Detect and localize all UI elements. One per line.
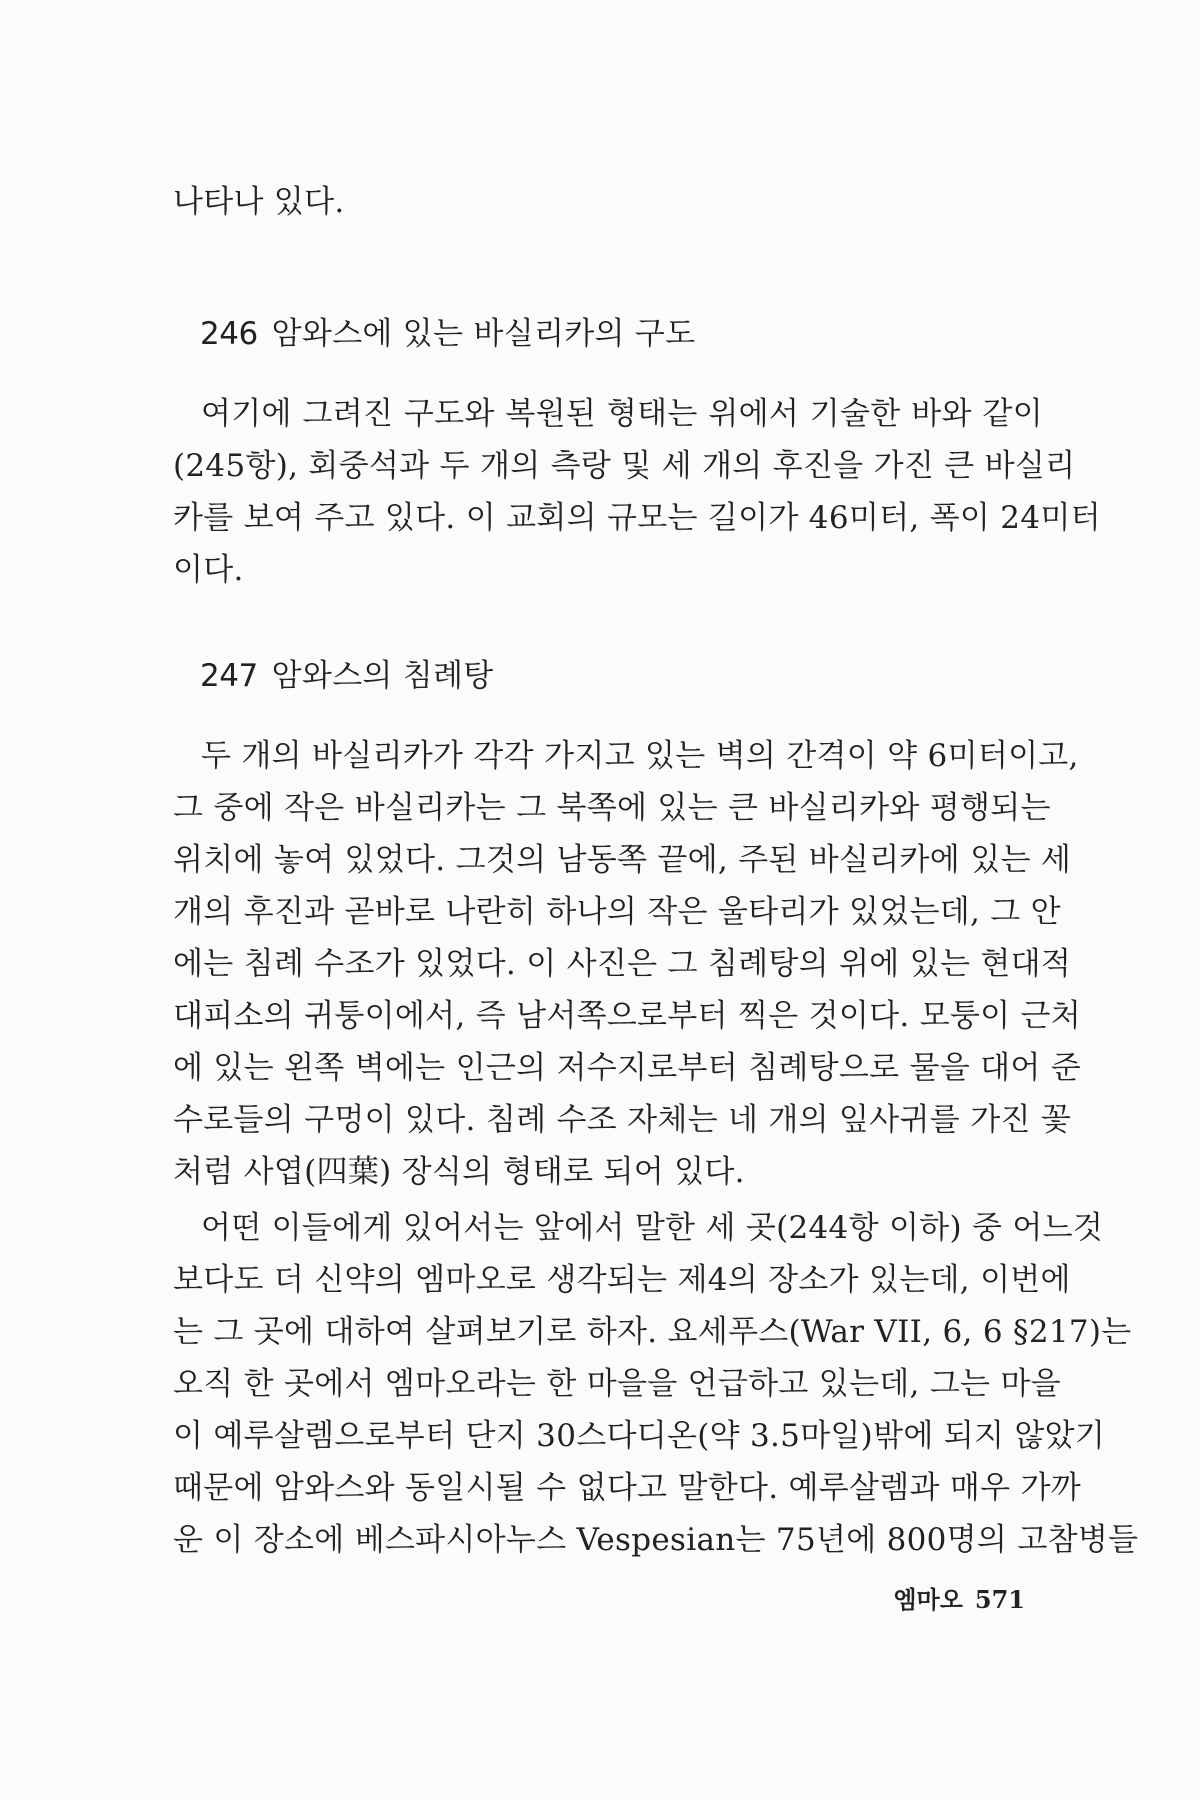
running-footer-title: 엠마오	[893, 1585, 963, 1614]
text-line: 때문에 암와스와 동일시될 수 없다고 말한다. 예루살렘과 매우 가까	[173, 1470, 1082, 1506]
text-line: 나타나 있다.	[173, 184, 345, 220]
section-number: 247	[200, 658, 258, 694]
text-line: 위치에 놓여 있었다. 그것의 남동쪽 끝에, 주된 바실리카에 있는 세	[173, 842, 1072, 878]
continuation-paragraph	[173, 1202, 1139, 1566]
text-line: 보다도 더 신약의 엠마오로 생각되는 제4의 장소가 있는데, 이번에	[173, 1262, 1071, 1298]
text-line: 대피소의 귀퉁이에서, 즉 남서쪽으로부터 찍은 것이다. 모퉁이 근처	[173, 998, 1082, 1034]
text-line: (245항), 회중석과 두 개의 측랑 및 세 개의 후진을 가진 큰 바실리	[173, 448, 1076, 484]
page-number: 571	[974, 1585, 1025, 1614]
text-line: 어떤 이들에게 있어서는 앞에서 말한 세 곳(244항 이하) 중 어느것	[201, 1210, 1104, 1246]
page-footer	[893, 1580, 1025, 1615]
text-line: 그 중에 작은 바실리카는 그 북쪽에 있는 큰 바실리카와 평행되는	[173, 790, 1051, 826]
paragraph-247	[173, 730, 1082, 1198]
text-line: 수로들의 구멍이 있다. 침례 수조 자체는 네 개의 잎사귀를 가진 꽃	[173, 1102, 1072, 1138]
lead-paragraph	[173, 176, 1043, 228]
section-title: 암와스의 침례탕	[271, 658, 494, 694]
text-line: 개의 후진과 곧바로 나란히 하나의 작은 울타리가 있었는데, 그 안	[173, 894, 1061, 930]
text-line: 카를 보여 주고 있다. 이 교회의 규모는 길이가 46미터, 폭이 24미터	[173, 500, 1101, 536]
text-line: 여기에 그려진 구도와 복원된 형태는 위에서 기술한 바와 같이	[201, 396, 1043, 432]
text-line: 처럼 사엽(四葉) 장식의 형태로 되어 있다.	[173, 1154, 745, 1190]
text-line: 에 있는 왼쪽 벽에는 인근의 저수지로부터 침례탕으로 물을 대어 준	[173, 1050, 1082, 1086]
text-line: 오직 한 곳에서 엠마오라는 한 마을을 언급하고 있는데, 그는 마을	[173, 1366, 1061, 1402]
section-heading-247	[200, 656, 494, 696]
section-number: 246	[200, 316, 258, 352]
text-line: 운 이 장소에 베스파시아누스 Vespesian는 75년에 800명의 고참병들	[173, 1522, 1139, 1558]
section-heading-246	[200, 314, 695, 354]
text-line: 두 개의 바실리카가 각각 가지고 있는 벽의 간격이 약 6미터이고,	[201, 738, 1079, 774]
text-line: 는 그 곳에 대하여 살펴보기로 하자. 요세푸스(War VII, 6, 6 §217)는	[173, 1314, 1132, 1350]
section-title: 암와스에 있는 바실리카의 구도	[271, 316, 696, 352]
text-line: 이 예루살렘으로부터 단지 30스다디온(약 3.5마일)밖에 되지 않았기	[173, 1418, 1106, 1454]
text-line: 에는 침례 수조가 있었다. 이 사진은 그 침례탕의 위에 있는 현대적	[173, 946, 1072, 982]
text-line: 이다.	[173, 552, 244, 588]
paragraph-246	[173, 388, 1101, 596]
